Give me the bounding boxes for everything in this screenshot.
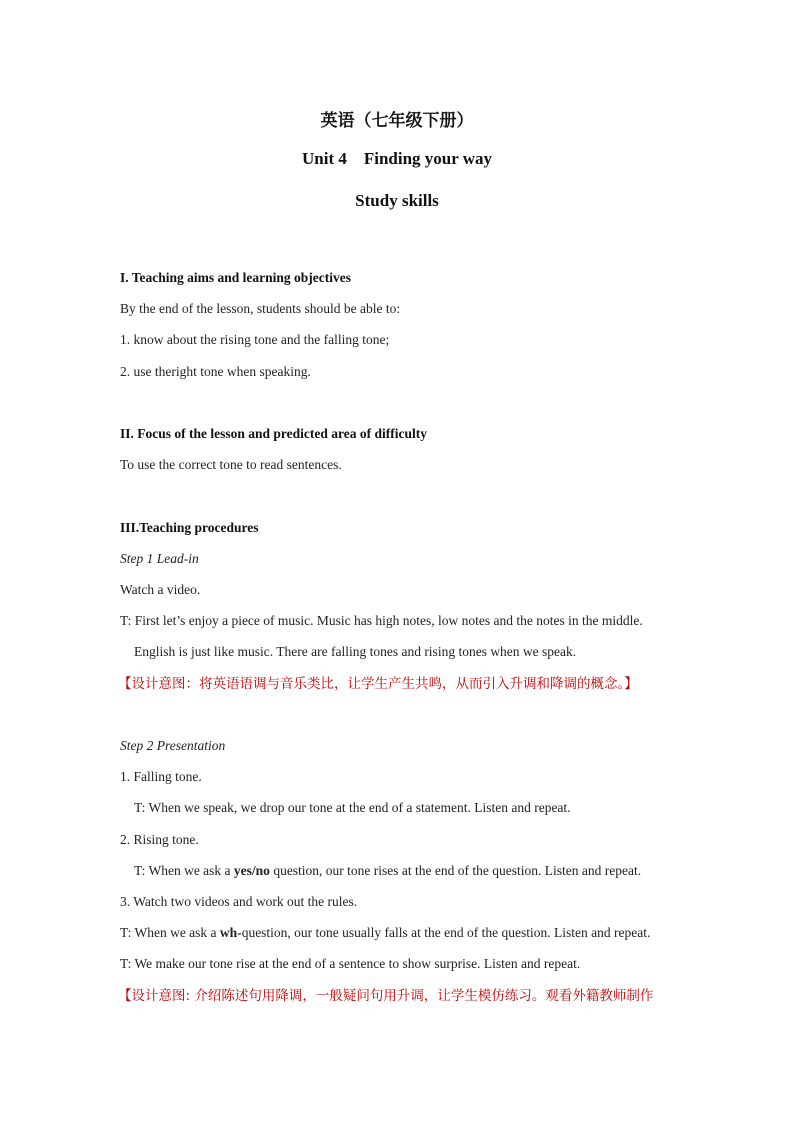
step1-line-3: English is just like music. There are falling tones and rising tones when we speak. [134,644,577,659]
section-heading-focus: II. Focus of the lesson and predicted area of difficulty [120,426,427,441]
lesson-title: Study skills [355,191,439,210]
aims-item-2: 2. use theright tone when speaking. [120,364,311,379]
step2-item-2-text [134,863,641,879]
step2-design-note: 【设计意图: 介绍陈述句用降调，一般疑问句用升调，让学生模仿练习。观看外籍教师制作 [118,988,654,1004]
section-heading-procedures: III.Teaching procedures [120,520,259,535]
step2-item-1-text: T: When we speak, we drop our tone at the end of a statement. Listen and repeat. [134,800,571,815]
section-heading-aims: I. Teaching aims and learning objectives [120,270,352,285]
document-title: 英语（七年级下册） [320,111,474,130]
step1-line-2: T: First let’s enjoy a piece of music. Music has high notes, low notes and the notes in the middle. [120,613,643,628]
item2-text-pre: T: When we ask a [134,863,234,878]
step2-item-1: 1. Falling tone. [120,769,202,784]
step1-title: Step 1 Lead-in [120,551,199,566]
aims-item-1: 1. know about the rising tone and the falling tone; [120,332,390,347]
yes-no-bold: yes/no [233,863,270,878]
step2-wh-line [120,925,650,941]
step1-line-1: Watch a video. [120,582,201,597]
wh-text-pre: T: When we ask a [120,925,220,940]
wh-bold: wh- [219,925,242,940]
step2-surprise-line: T: We make our tone rise at the end of a sentence to show surprise. Listen and repeat. [120,956,581,971]
aims-intro: By the end of the lesson, students should be able to: [120,301,401,316]
step2-title: Step 2 Presentation [120,738,226,753]
step2-item-3: 3. Watch two videos and work out the rules. [120,894,358,909]
focus-text: To use the correct tone to read sentences. [120,457,342,472]
unit-title: Unit 4 Finding your way [301,149,493,168]
step2-item-2: 2. Rising tone. [120,832,199,847]
step1-design-note: 【设计意图：将英语语调与音乐类比，让学生产生共鸣，从而引入升调和降调的概念。】 [118,676,638,692]
wh-text-post: question, our tone usually falls at the end of the question. Listen and repeat. [241,925,651,940]
item2-text-post: question, our tone rises at the end of the question. Listen and repeat. [269,863,642,878]
